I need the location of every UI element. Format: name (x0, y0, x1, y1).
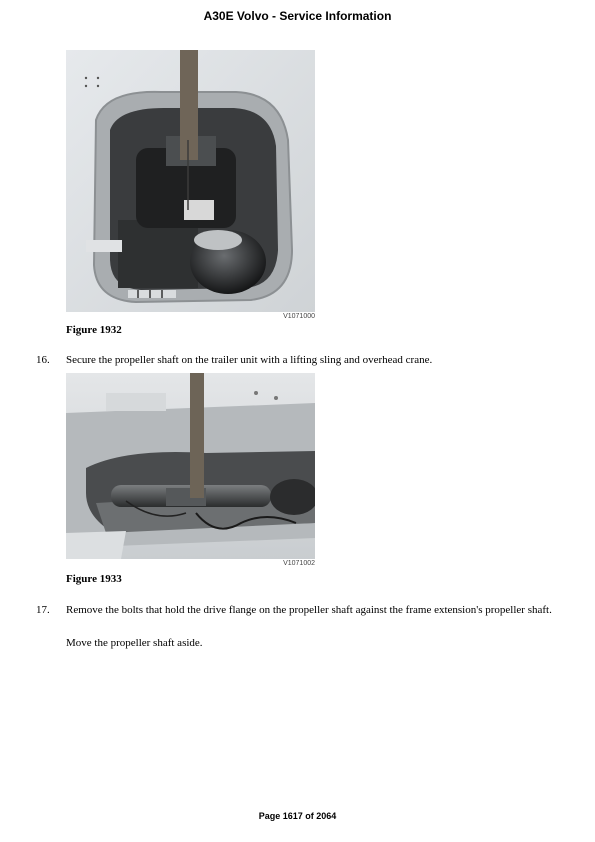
page-footer-number: Page 1617 of 2064 (258, 811, 337, 821)
step-17-subtext: Move the propeller shaft aside. (66, 637, 203, 649)
figure-1932-caption: Figure 1932 (66, 324, 122, 336)
page-header-title: A30E Volvo - Service Information (203, 9, 392, 23)
figure-1932-image (66, 50, 315, 312)
figure-1932-id: V1071000 (283, 313, 315, 320)
step-16-text: Secure the propeller shaft on the trailer unit with a lifting sling and overhead crane. (66, 354, 433, 366)
figure-1933-photo (66, 373, 315, 570)
step-17 (36, 604, 559, 617)
step-17-number: 17. (36, 604, 50, 616)
step-16 (36, 354, 559, 367)
step-17-text: Remove the bolts that hold the drive flange on the propeller shaft against the frame extension's propeller shaft. (66, 604, 552, 616)
figure-1933-image (66, 373, 315, 559)
figure-1933-id: V1071002 (283, 560, 315, 567)
step-16-number: 16. (36, 354, 50, 366)
figure-1933-caption: Figure 1933 (66, 573, 122, 585)
figure-1932-photo (66, 50, 315, 322)
